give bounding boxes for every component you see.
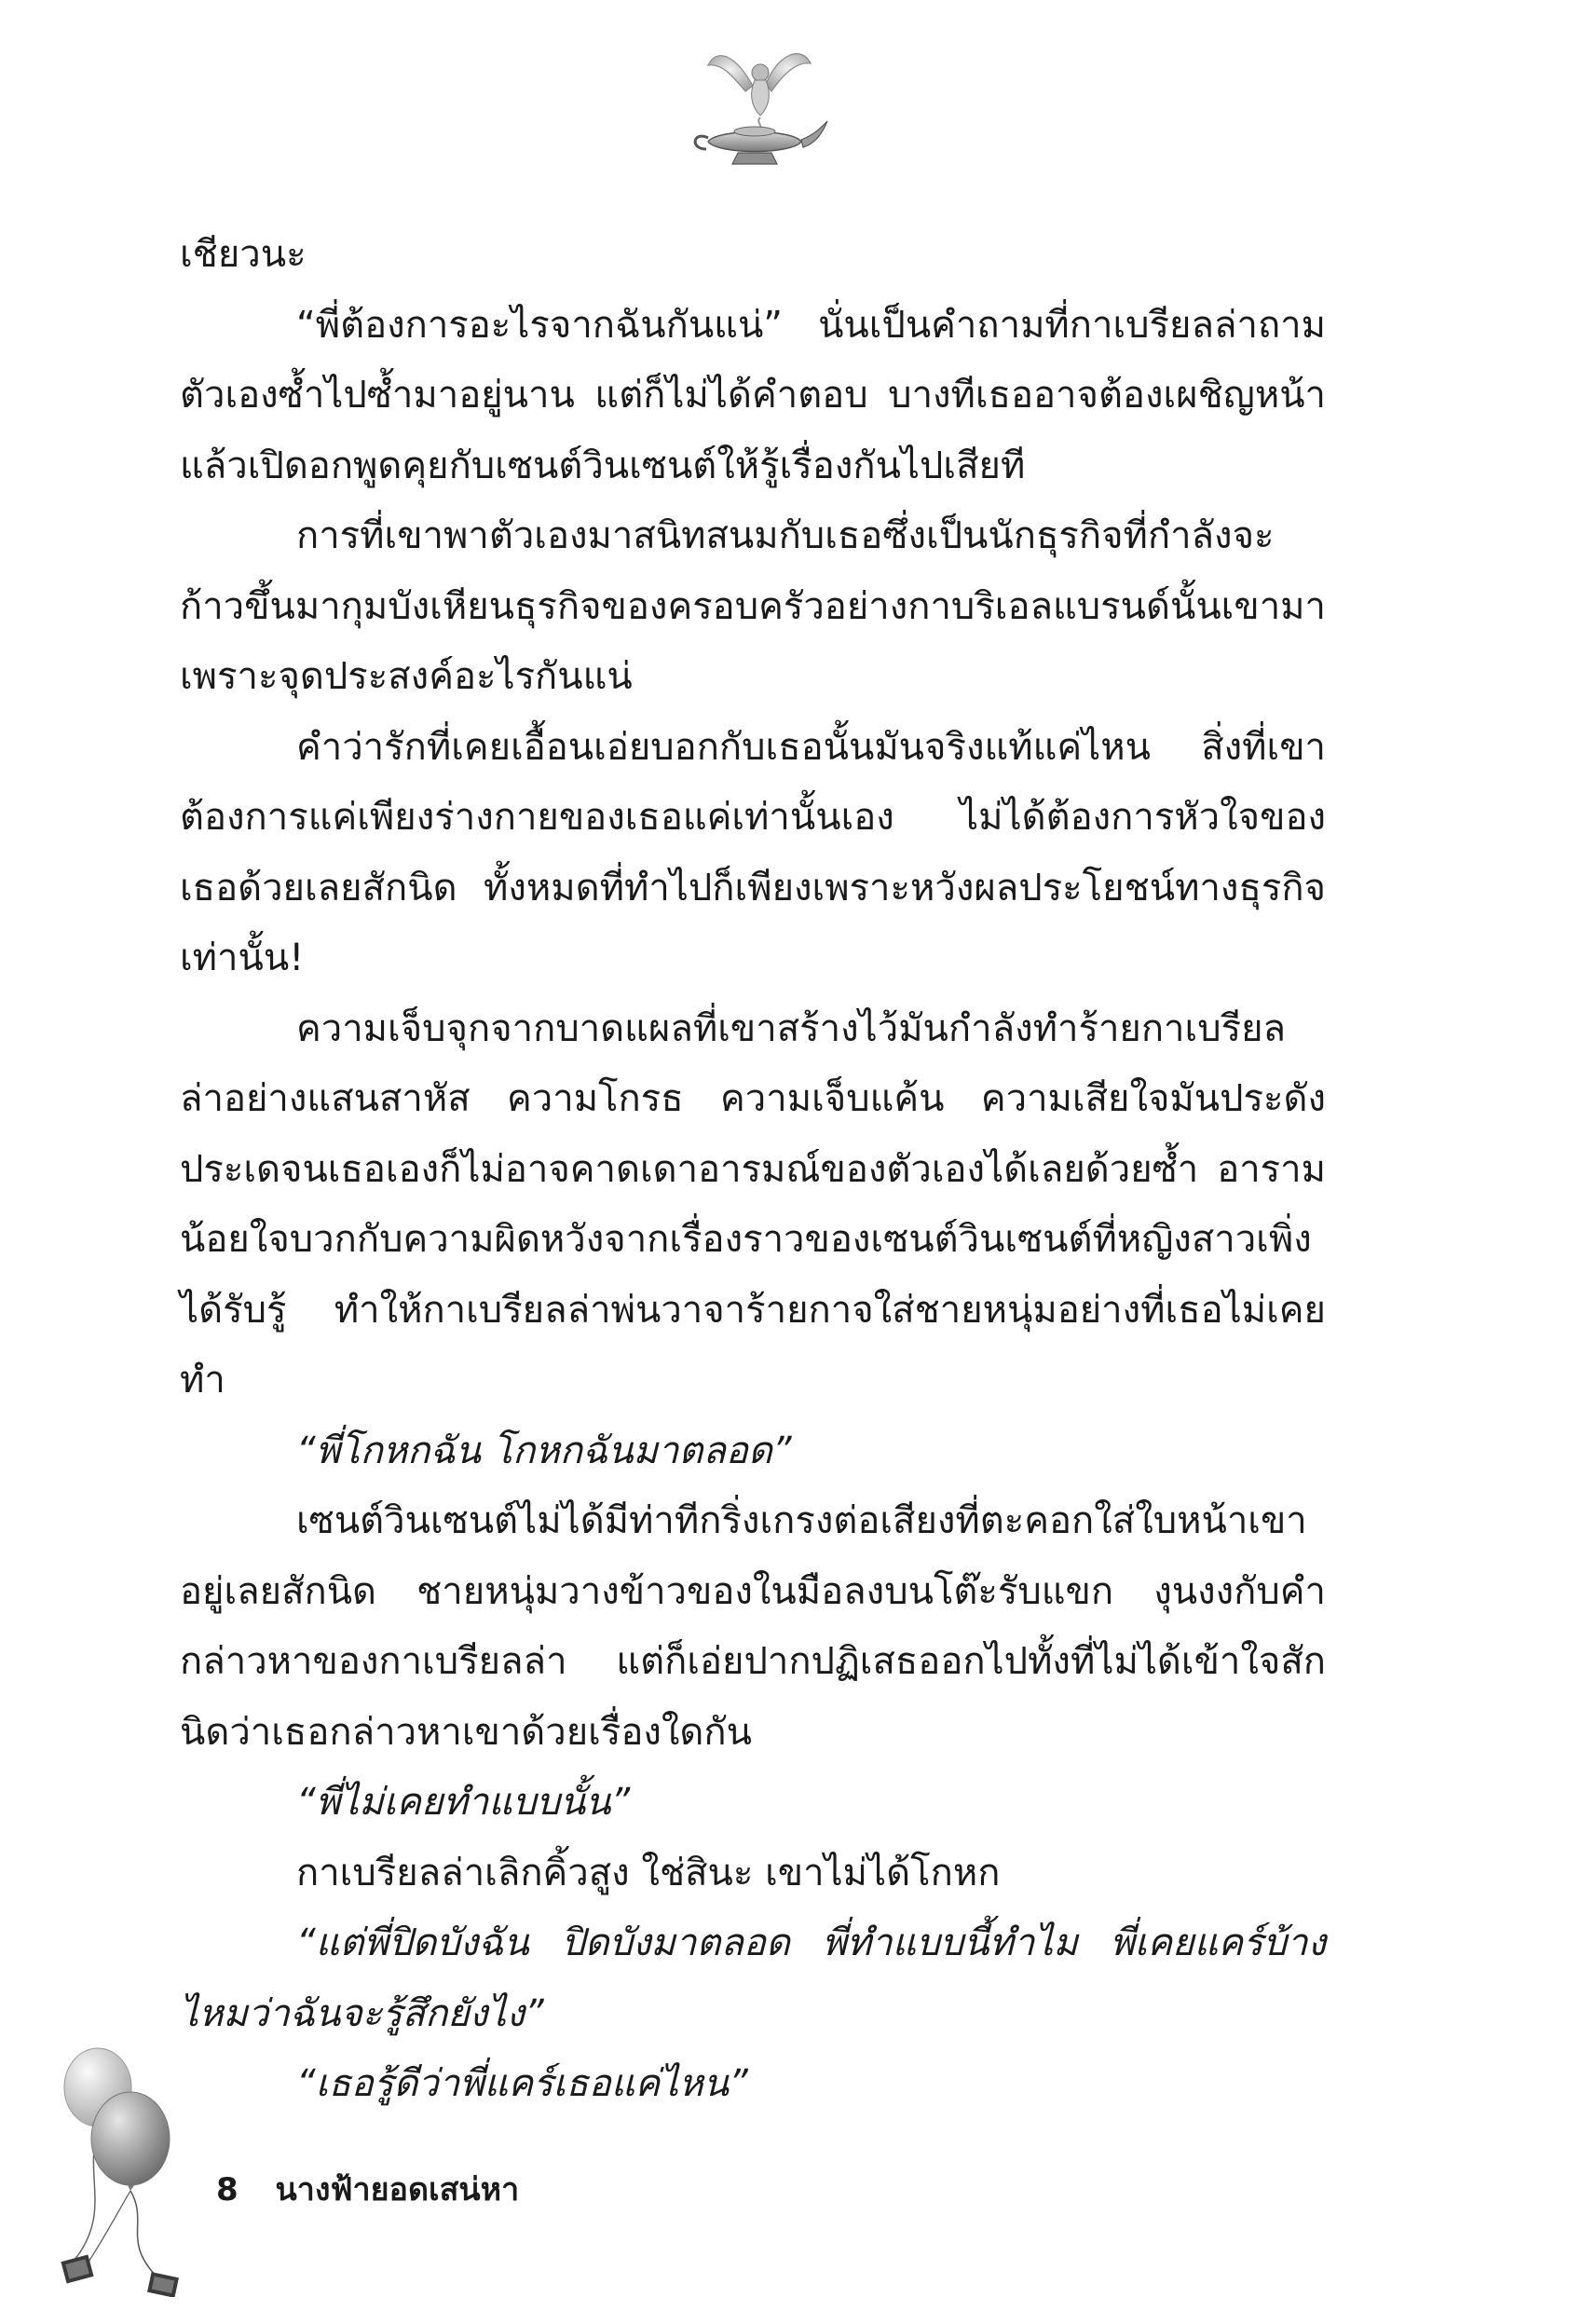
angel-lamp-ornament: [680, 37, 829, 177]
paragraph: “เธอรู้ดีว่าพี่แคร์เธอแค่ไหน”: [296, 2062, 748, 2105]
page-footer: [216, 2169, 519, 2210]
paragraph: “พี่ไม่เคยทำแบบนั้น”: [296, 1781, 631, 1824]
balloons-illustration: [56, 2045, 214, 2297]
paragraph: คำว่ารักที่เคยเอื้อนเอ่ยบอกกับเธอนั้นมันจริงแท้แค่ไหน สิ่งที่เขาต้องการแค่เพียงร่างกายของเธอแค่เท่านั้นเอง ไม่ได้ต้องการหัวใจของเธอด้วยเลยสักนิด ทั้งหมดที่ทำไปก็เพียงเพราะหวังผลประโยชน์ทางธุรกิจเท่านั้น!: [180, 725, 1326, 979]
book-title: นางฟ้ายอดเสน่หา: [275, 2171, 520, 2208]
paragraph: กาเบรียลล่าเลิกคิ้วสูง ใช่สินะ เขาไม่ได้โกหก: [296, 1851, 1001, 1894]
paragraph: เชียวนะ: [180, 233, 307, 276]
paragraph: “แต่พี่ปิดบังฉัน ปิดบังมาตลอด พี่ทำแบบนี้ทำไม พี่เคยแคร์บ้างไหมว่าฉันจะรู้สึกยังไง”: [180, 1921, 1326, 2035]
page-number: 8: [216, 2171, 239, 2208]
paragraph: “พี่ต้องการอะไรจากฉันกันแน่” นั่นเป็นคำถามที่กาเบรียลล่าถามตัวเองซ้ำไปซ้ำมาอยู่นาน แต่ก็ไม่ได้คำตอบ บางทีเธออาจต้องเผชิญหน้าแล้วเปิดอกพูดคุยกับเซนต์วินเซนต์ให้รู้เรื่องกันไปเสียที: [180, 303, 1326, 487]
chapter-body-text: [180, 220, 1326, 2120]
paragraph: การที่เขาพาตัวเองมาสนิทสนมกับเธอซึ่งเป็นนักธุรกิจที่กำลังจะก้าวขึ้นมากุมบังเหียนธุรกิจของครอบครัวอย่างกาบริเอลแบรนด์นั้นเขามาเพราะจุดประสงค์อะไรกันแน่: [180, 514, 1326, 698]
paragraph: “พี่โกหกฉัน โกหกฉันมาตลอด”: [296, 1429, 792, 1472]
paragraph: เซนต์วินเซนต์ไม่ได้มีท่าทีกริ่งเกรงต่อเสียงที่ตะคอกใส่ใบหน้าเขาอยู่เลยสักนิด ชายหนุ่มวางข้าวของในมือลงบนโต๊ะรับแขก งุนงงกับคำกล่าวหาของกาเบรียลล่า แต่ก็เอ่ยปากปฏิเสธออกไปทั้งที่ไม่ได้เข้าใจสักนิดว่าเธอกล่าวหาเขาด้วยเรื่องใดกัน: [180, 1499, 1326, 1754]
paragraph: ความเจ็บจุกจากบาดแผลที่เขาสร้างไว้มันกำลังทำร้ายกาเบรียลล่าอย่างแสนสาหัส ความโกรธ ความเจ็บแค้น ความเสียใจมันประดังประเดจนเธอเองก็ไม่อาจคาดเดาอารมณ์ของตัวเองได้เลยด้วยซ้ำ อารามน้อยใจบวกกับความผิดหวังจากเรื่องราวของเซนต์วินเซนต์ที่หญิงสาวเพิ่งได้รับรู้ ทำให้กาเบรียลล่าพ่นวาจาร้ายกาจใส่ชายหนุ่มอย่างที่เธอไม่เคยทำ: [180, 1006, 1326, 1402]
